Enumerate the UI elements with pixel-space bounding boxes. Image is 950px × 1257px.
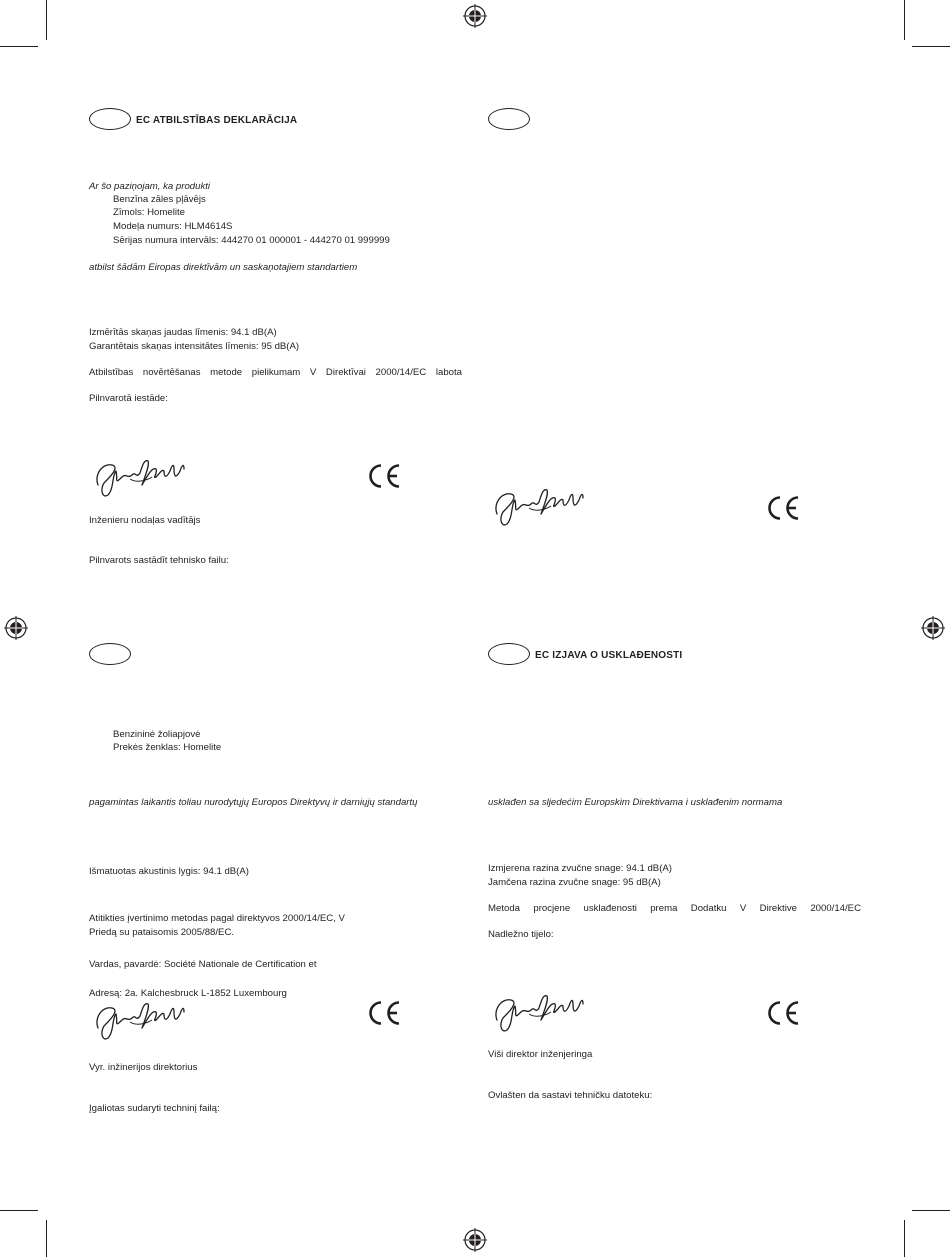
noise-measured: Išmatuotas akustinis lygis: 94.1 dB(A) bbox=[89, 866, 249, 877]
brand-line: Prekės ženklas: Homelite bbox=[113, 742, 222, 753]
section-title: EC ATBILSTĪBAS DEKLARĀCIJA bbox=[136, 115, 298, 126]
ce-mark-icon bbox=[366, 463, 402, 489]
handwritten-signature bbox=[491, 484, 585, 530]
registration-target-icon bbox=[921, 616, 945, 640]
tech-file-label: Įgaliotas sudaryti techninį failą: bbox=[89, 1103, 220, 1114]
signer-title: Inženieru nodaļas vadītājs bbox=[89, 515, 201, 526]
product-name: Benzininė žoliapjovė bbox=[113, 729, 201, 740]
section-title: EC IZJAVA O USKLAĐENOSTI bbox=[535, 650, 683, 661]
ce-mark-icon bbox=[765, 1000, 801, 1026]
language-code-oval bbox=[488, 643, 530, 665]
signer-title: Vyr. inžinerijos direktorius bbox=[89, 1062, 198, 1073]
notified-body-label: Nadležno tijelo: bbox=[488, 929, 554, 940]
crop-mark bbox=[46, 1220, 47, 1257]
crop-mark bbox=[0, 46, 38, 47]
ce-mark-icon bbox=[366, 1000, 402, 1026]
signer-title: Viši direktor inženjeringa bbox=[488, 1049, 593, 1060]
brand-line: Zīmols: Homelite bbox=[113, 207, 185, 218]
noise-measured: Izmērītās skaņas jaudas līmenis: 94.1 dB(A) bbox=[89, 327, 277, 338]
directives-statement: usklađen sa sljedećim Europskim Direktivama i usklađenim normama bbox=[488, 797, 783, 808]
crop-mark bbox=[912, 46, 950, 47]
assessment-method: Atbilstības novērtēšanas metode pielikumam V Direktīvai 2000/14/EC labota bbox=[89, 367, 462, 378]
registration-target-icon bbox=[463, 1228, 487, 1252]
serial-range: Sērijas numura intervāls: 444270 01 000001 - 444270 01 999999 bbox=[113, 235, 390, 246]
crop-mark bbox=[0, 1210, 38, 1211]
name-line: Vardas, pavardė: Société Nationale de Certification et bbox=[89, 959, 317, 970]
handwritten-signature bbox=[491, 990, 585, 1036]
registration-target-icon bbox=[463, 4, 487, 28]
language-code-oval bbox=[89, 643, 131, 665]
crop-mark bbox=[46, 0, 47, 40]
tech-file-label: Pilnvarots sastādīt tehnisko failu: bbox=[89, 555, 229, 566]
assessment-method-line1: Atitikties įvertinimo metodas pagal direktyvos 2000/14/EC, V bbox=[89, 913, 345, 924]
crop-mark bbox=[904, 1220, 905, 1257]
product-name: Benzīna zāles pļāvējs bbox=[113, 194, 206, 205]
intro-text: Ar šo paziņojam, ka produkti bbox=[89, 181, 211, 192]
crop-mark bbox=[904, 0, 905, 40]
directives-statement: pagamintas laikantis toliau nurodytųjų Europos Direktyvų ir darniųjų standartų bbox=[89, 797, 418, 808]
directives-statement: atbilst šādām Eiropas direktīvām un saskaņotajiem standartiem bbox=[89, 262, 358, 273]
noise-guaranteed: Jamčena razina zvučne snage: 95 dB(A) bbox=[488, 877, 661, 888]
handwritten-signature bbox=[92, 455, 186, 501]
assessment-method-line2: Priedą su pataisomis 2005/88/EC. bbox=[89, 927, 235, 938]
tech-file-label: Ovlašten da sastavi tehničku datoteku: bbox=[488, 1090, 653, 1101]
noise-guaranteed: Garantētais skaņas intensitātes līmenis: 95 dB(A) bbox=[89, 341, 300, 352]
model-line: Modeļa numurs: HLM4614S bbox=[113, 221, 233, 232]
crop-mark bbox=[912, 1210, 950, 1211]
language-code-oval bbox=[488, 108, 530, 130]
language-code-oval bbox=[89, 108, 131, 130]
noise-measured: Izmjerena razina zvučne snage: 94.1 dB(A) bbox=[488, 863, 672, 874]
handwritten-signature bbox=[92, 998, 186, 1044]
notified-body-label: Pilnvarotā iestāde: bbox=[89, 393, 168, 404]
ce-mark-icon bbox=[765, 495, 801, 521]
assessment-method: Metoda procjene usklađenosti prema Dodatku V Direktive 2000/14/EC bbox=[488, 903, 861, 914]
registration-target-icon bbox=[4, 616, 28, 640]
address-line: Adresą: 2a. Kalchesbruck L-1852 Luxembourg bbox=[89, 988, 287, 999]
